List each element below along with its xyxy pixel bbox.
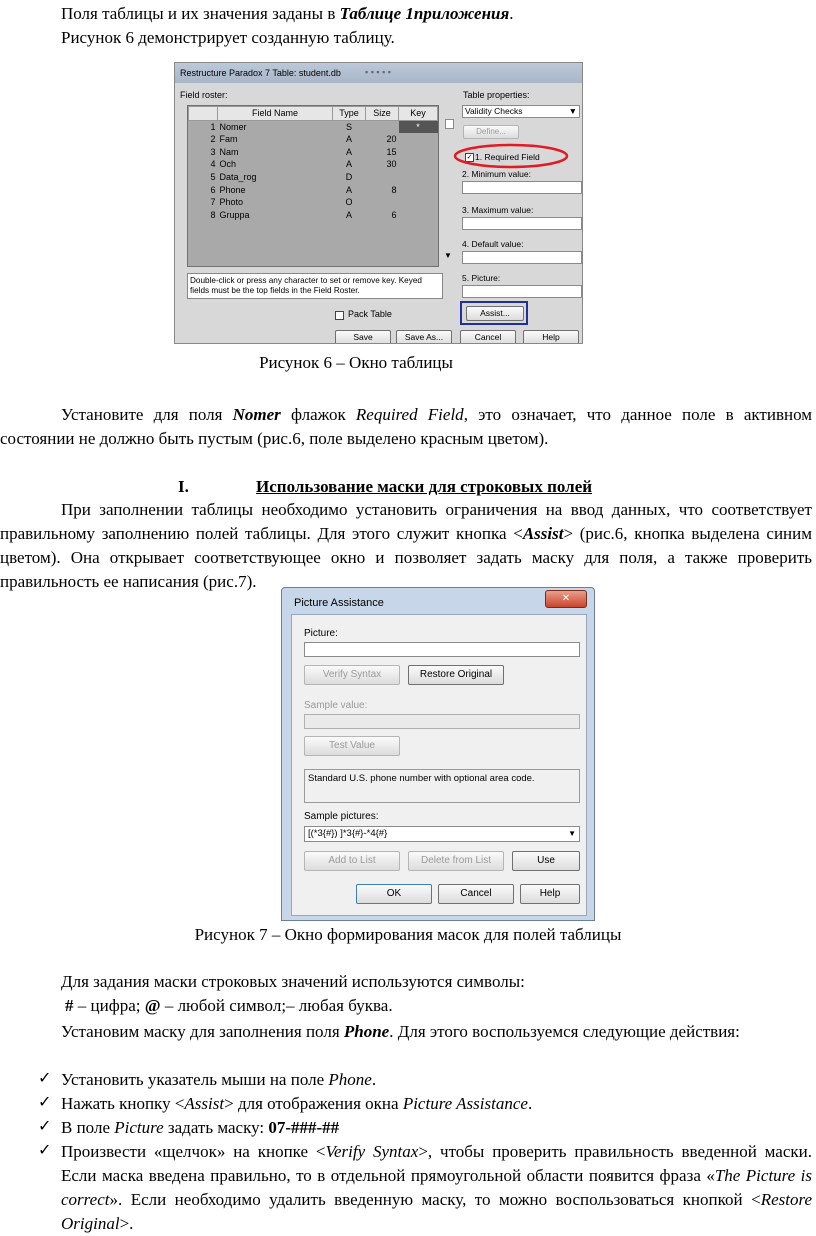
- col-field-name: Field Name: [218, 107, 333, 121]
- verify-syntax-button[interactable]: Verify Syntax: [304, 665, 400, 685]
- row-key: [399, 184, 438, 197]
- use-button[interactable]: Use: [512, 851, 580, 871]
- sample-value-input[interactable]: [304, 714, 580, 729]
- red-highlight-ellipse: [452, 142, 570, 170]
- hint-box: Double-click or press any character to set or remove key. Keyed fields must be the top fields in the Field Roster.: [187, 273, 443, 299]
- caption-figure-7: Рисунок 7 – Окно формирования масок для полей таблицы: [194, 925, 622, 944]
- row-size: [366, 120, 399, 133]
- row-number: 5: [210, 171, 216, 182]
- paragraph-phone-mask: Установим маску для заполнения поля Phone. Для этого воспользуемся следующие действия:: [61, 1022, 740, 1041]
- row-number: 2: [210, 134, 216, 145]
- restructure-table-window: [174, 62, 583, 344]
- small-checkbox[interactable]: [445, 119, 454, 129]
- ok-button[interactable]: OK: [356, 884, 432, 904]
- row-key: [399, 133, 438, 146]
- row-number: 7: [210, 197, 216, 208]
- step-2: Нажать кнопку <Assist> для отображения окна Picture Assistance.: [61, 1094, 533, 1113]
- close-icon: ✕: [561, 593, 571, 604]
- section-number: I.: [178, 477, 189, 496]
- row-key: *: [399, 120, 438, 133]
- default-label: 4. Default value:: [462, 239, 524, 249]
- test-value-button[interactable]: Test Value: [304, 736, 400, 756]
- step-3: В поле Picture задать маску: 07-###-##: [61, 1118, 340, 1137]
- row-type: A: [345, 184, 352, 195]
- row-size: 6: [391, 209, 397, 220]
- dropdown-arrow-icon: ▼: [568, 829, 576, 838]
- row-number: 3: [210, 146, 216, 157]
- validity-select[interactable]: Validity Checks ▼: [462, 105, 580, 118]
- picture-assistance-dialog: [281, 587, 595, 921]
- cancel-button-dialog[interactable]: Cancel: [438, 884, 514, 904]
- scroll-arrow-icon[interactable]: ▼: [444, 251, 452, 260]
- dialog-title: Picture Assistance: [294, 597, 384, 609]
- table-row[interactable]: [189, 184, 438, 197]
- cancel-button[interactable]: Cancel: [460, 330, 516, 344]
- maximum-label: 3. Maximum value:: [462, 205, 534, 215]
- pack-table-checkbox[interactable]: [335, 311, 344, 320]
- row-field-name: Photo: [219, 197, 244, 208]
- check-icon: ✓: [38, 1140, 52, 1159]
- title-decor: ▪ ▪ ▪ ▪ ▪: [365, 67, 391, 77]
- row-size: 20: [386, 134, 397, 145]
- window-title: Restructure Paradox 7 Table: student.db: [180, 68, 341, 78]
- window-title-bar: [175, 63, 582, 83]
- sample-value-label: Sample value:: [304, 700, 368, 711]
- table-row[interactable]: [189, 120, 438, 133]
- default-input[interactable]: [462, 251, 582, 264]
- maximum-input[interactable]: [462, 217, 582, 230]
- save-as-button[interactable]: Save As...: [396, 330, 452, 344]
- dialog-body: [291, 614, 587, 916]
- sample-pictures-label: Sample pictures:: [304, 811, 379, 822]
- row-key: [399, 146, 438, 159]
- table-row[interactable]: [189, 209, 438, 222]
- restore-original-button[interactable]: Restore Original: [408, 665, 504, 685]
- message-box: Standard U.S. phone number with optional area code.: [304, 769, 580, 803]
- table-row[interactable]: [189, 133, 438, 146]
- row-field-name: Fam: [219, 134, 238, 145]
- row-field-name: Och: [219, 159, 237, 170]
- row-field-name: Phone: [219, 184, 246, 195]
- row-key: [399, 196, 438, 209]
- intro-line-2: Рисунок 6 демонстрирует созданную таблицу.: [61, 28, 395, 47]
- check-icon: ✓: [38, 1116, 52, 1135]
- pack-table-label: Pack Table: [348, 309, 392, 319]
- minimum-input[interactable]: [462, 181, 582, 194]
- col-type: Type: [333, 107, 366, 121]
- row-type: A: [345, 159, 352, 170]
- field-roster-label: Field roster:: [180, 90, 228, 100]
- row-type: A: [345, 209, 352, 220]
- table-row[interactable]: [189, 158, 438, 171]
- required-field-label: 1. Required Field: [475, 152, 540, 162]
- row-type: S: [345, 121, 352, 132]
- step-1: Установить указатель мыши на поле Phone.: [61, 1070, 377, 1089]
- row-type: A: [345, 134, 352, 145]
- help-button[interactable]: Help: [523, 330, 579, 344]
- save-button[interactable]: Save: [335, 330, 391, 344]
- sample-pictures-select[interactable]: [(*3{#}) ]*3{#}-*4{#} ▼: [304, 826, 580, 842]
- step-4: Произвести «щелчок» на кнопке <Verify Syntax>, чтобы проверить правильность введенной маски. Если маска введена правильно, то в отдельной прямоугольной области появится фраза «The Picture is correct». Если необходимо удалить введенную маску, то можно воспользоваться кнопкой <Restore Original>.: [61, 1142, 812, 1233]
- row-field-name: Data_rog: [219, 171, 257, 182]
- row-type: O: [345, 197, 353, 208]
- picture-label: Picture:: [304, 628, 338, 639]
- row-key: [399, 158, 438, 171]
- assist-button[interactable]: Assist...: [466, 306, 524, 321]
- check-icon: ✓: [38, 1068, 52, 1087]
- row-field-name: Nam: [219, 146, 239, 157]
- table-row[interactable]: [189, 146, 438, 159]
- define-button[interactable]: Define...: [463, 125, 519, 139]
- help-button-dialog[interactable]: Help: [520, 884, 580, 904]
- field-table: [188, 106, 438, 221]
- close-button[interactable]: [545, 590, 587, 608]
- required-checkbox[interactable]: ✓: [466, 154, 473, 161]
- check-icon: ✓: [38, 1092, 52, 1111]
- row-size: 30: [386, 159, 397, 170]
- row-field-name: Gruppa: [219, 209, 250, 220]
- row-number: 8: [210, 209, 216, 220]
- picture-input[interactable]: [462, 285, 582, 298]
- row-number: 6: [210, 184, 216, 195]
- row-key: [399, 171, 438, 184]
- intro-line-1: Поля таблицы и их значения заданы в Таблице 1приложения.: [61, 4, 514, 23]
- row-size: [366, 196, 399, 209]
- picture-label: 5. Picture:: [462, 273, 501, 283]
- row-size: [366, 171, 399, 184]
- blue-highlight-box: [460, 301, 528, 325]
- row-field-name: Nomer: [219, 121, 247, 132]
- symbols-intro: Для задания маски строковых значений используются символы:: [61, 972, 525, 991]
- delete-from-list-button[interactable]: Delete from List: [408, 851, 504, 871]
- minimum-label: 2. Minimum value:: [462, 169, 531, 179]
- row-number: 4: [210, 159, 216, 170]
- row-size: 15: [386, 146, 397, 157]
- col-size: Size: [366, 107, 399, 121]
- picture-input[interactable]: [304, 642, 580, 657]
- caption-figure-6: Рисунок 6 – Окно таблицы: [259, 353, 453, 372]
- col-key: Key: [399, 107, 438, 121]
- row-type: A: [345, 146, 352, 157]
- row-number: 1: [210, 121, 216, 132]
- add-to-list-button[interactable]: Add to List: [304, 851, 400, 871]
- row-type: D: [345, 171, 353, 182]
- paragraph-assist: При заполнении таблицы необходимо установить ограничения на ввод данных, что соответствует правильному заполнению полей таблицы. Для этого служит кнопка <Assist> (рис.6, кнопка выделена синим цветом). Она открывает соответствующее окно и позволяет задать маску для поля, а также проверить правильность ее написания (рис.7).: [0, 500, 812, 591]
- table-properties-label: Table properties:: [463, 90, 530, 100]
- table-row[interactable]: [189, 196, 438, 209]
- table-row[interactable]: [189, 171, 438, 184]
- paragraph-required-field: Установите для поля Nomer флажок Required Field, это означает, что данное поле в активном состоянии не должно быть пустым (рис.6, поле выделено красным цветом).: [0, 405, 813, 448]
- symbols-list: # – цифра; @ – любой символ;– любая буква.: [65, 996, 393, 1015]
- field-roster-grid[interactable]: [187, 105, 439, 267]
- row-size: 8: [391, 184, 397, 195]
- section-heading: Использование маски для строковых полей: [256, 477, 593, 496]
- dropdown-arrow-icon: ▼: [568, 106, 577, 116]
- row-key: [399, 209, 438, 222]
